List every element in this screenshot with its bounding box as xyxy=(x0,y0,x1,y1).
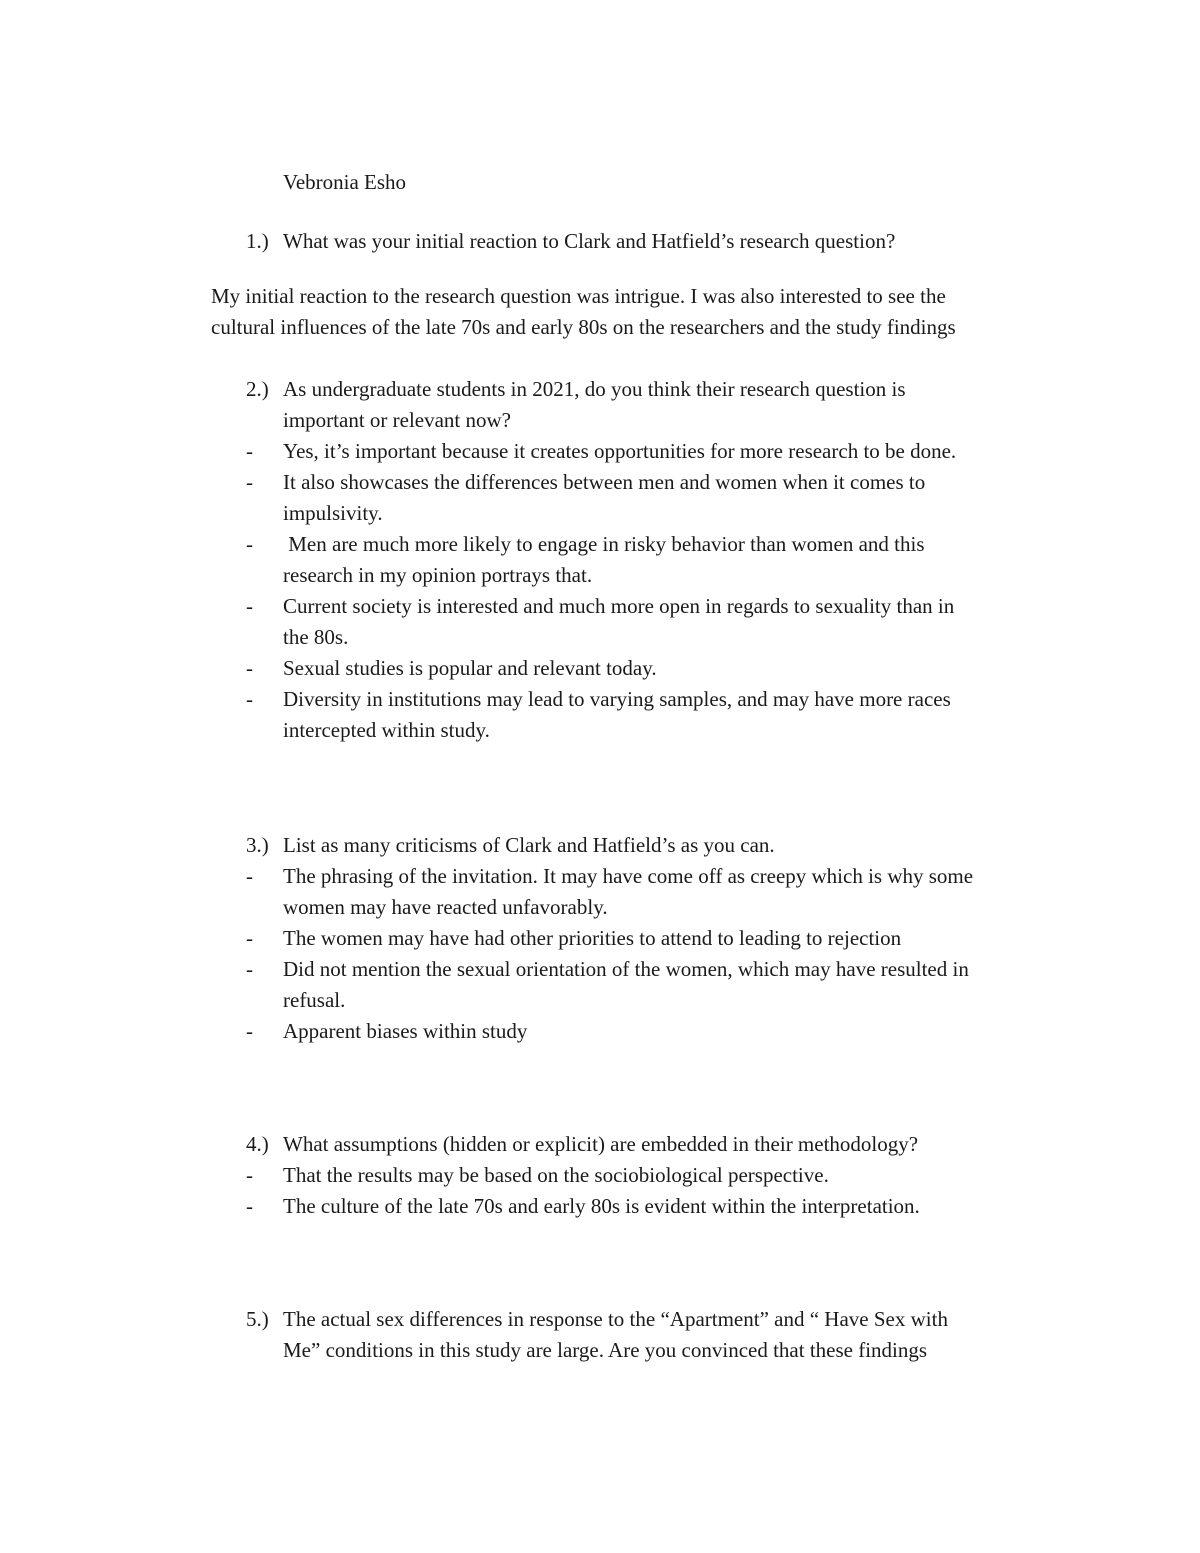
q3-bullet-line: women may have reacted unfavorably. xyxy=(283,895,608,919)
q2-bullet-line: Diversity in institutions may lead to varying samples, and may have more races xyxy=(283,687,951,711)
q3-bullet-line: Apparent biases within study xyxy=(283,1019,528,1043)
q3-bullet-line: Did not mention the sexual orientation of the women, which may have resulted in xyxy=(283,957,969,981)
q2-bullet-line: It also showcases the differences between men and women when it comes to xyxy=(283,470,926,494)
q4-number: 4.) xyxy=(246,1132,269,1156)
q2-bullet-line: research in my opinion portrays that. xyxy=(283,563,593,587)
q1-question: What was your initial reaction to Clark and Hatfield’s research question? xyxy=(283,229,896,253)
bullet-marker: - xyxy=(246,1163,253,1187)
q2-question-line: important or relevant now? xyxy=(283,408,512,432)
q1-answer-line: cultural influences of the late 70s and early 80s on the researchers and the study findings xyxy=(211,315,956,339)
q2-bullet-line: Current society is interested and much more open in regards to sexuality than in xyxy=(283,594,955,618)
bullet-marker: - xyxy=(246,656,253,680)
q5-question-line: The actual sex differences in response to the “Apartment” and “ Have Sex with xyxy=(283,1307,948,1331)
q2-bullet-line: intercepted within study. xyxy=(283,718,490,742)
author-name: Vebronia Esho xyxy=(283,170,407,194)
q4-question: What assumptions (hidden or explicit) are embedded in their methodology? xyxy=(283,1132,919,1156)
q4-bullet-line: That the results may be based on the sociobiological perspective. xyxy=(283,1163,829,1187)
bullet-marker: - xyxy=(246,439,253,463)
q5-number: 5.) xyxy=(246,1307,269,1331)
bullet-marker: - xyxy=(246,957,253,981)
bullet-marker: - xyxy=(246,594,253,618)
q3-question: List as many criticisms of Clark and Hatfield’s as you can. xyxy=(283,833,775,857)
q2-bullet-line: impulsivity. xyxy=(283,501,383,525)
bullet-marker: - xyxy=(246,926,253,950)
bullet-marker: - xyxy=(246,470,253,494)
q3-number: 3.) xyxy=(246,833,269,857)
bullet-marker: - xyxy=(246,532,253,556)
bullet-marker: - xyxy=(246,864,253,888)
q2-bullet-line: Yes, it’s important because it creates opportunities for more research to be done. xyxy=(283,439,957,463)
bullet-marker: - xyxy=(246,1019,253,1043)
q2-bullet-line: the 80s. xyxy=(283,625,349,649)
q3-bullet-line: The phrasing of the invitation. It may have come off as creepy which is why some xyxy=(283,864,974,888)
q1-number: 1.) xyxy=(246,229,269,253)
q3-bullet-line: The women may have had other priorities to attend to leading to rejection xyxy=(283,926,902,950)
q2-number: 2.) xyxy=(246,377,269,401)
bullet-marker: - xyxy=(246,687,253,711)
q4-bullet-line: The culture of the late 70s and early 80s is evident within the interpretation. xyxy=(283,1194,920,1218)
q2-question-line: As undergraduate students in 2021, do you think their research question is xyxy=(283,377,906,401)
q2-bullet-line: Sexual studies is popular and relevant today. xyxy=(283,656,657,680)
q3-bullet-line: refusal. xyxy=(283,988,346,1012)
bullet-marker: - xyxy=(246,1194,253,1218)
q2-bullet-line: Men are much more likely to engage in risky behavior than women and this xyxy=(283,532,925,556)
q5-question-line: Me” conditions in this study are large. Are you convinced that these findings xyxy=(283,1338,928,1362)
q1-answer-line: My initial reaction to the research question was intrigue. I was also interested to see the xyxy=(211,284,946,308)
